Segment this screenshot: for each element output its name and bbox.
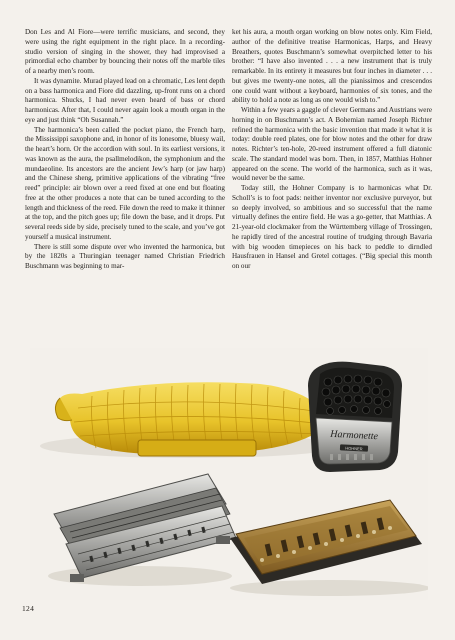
right-text-column (232, 28, 432, 272)
stacked-chrome-harmonicas (48, 474, 236, 586)
hohner-badge: HOHNER (345, 445, 363, 452)
paragraph: It was dynamite. Murad played lead on a chromatic, Les lent depth on a bass harmonica and Fiore did dazzling, up-front runs on a chord harmonica. Shucks, I had never even heard of bass or chord harmonicas. After that, I could never again look a mouth organ in the eye and just think “Oh Susannah.” (25, 76, 225, 124)
paragraph: Within a few years a gaggle of clever Germans and Austrians were horning in on Buschmann’s act. A Bohemian named Joseph Richter refined the harmonica with the basic invention that made it what it is today: double reed plates, one for blow notes and the other for draw notes. Richter’s ten-hole, 20-reed instrument offered a full diatonic scale. The standard model was born. Then, in 1857, Matthias Hohner appeared on the scene. The world of the harmonica, such as it was, would never be the same. (232, 106, 432, 183)
harmonette-lettering: Harmonette (329, 428, 379, 443)
left-text-column (25, 28, 225, 272)
harmonica-collection-photo (30, 348, 428, 600)
paragraph: There is still some dispute over who invented the harmonica, but by the 1820s a Thuringian teenager named Christian Friedrich Buschmann was beginning to mar- (25, 242, 225, 270)
harmonica-collection-illustration (30, 348, 428, 600)
paragraph: Today still, the Hohner Company is to harmonicas what Dr. Scholl’s is to foot pads: neither inventor nor exclusive purveyor, but so deeply involved, so ambitious and so successful that the name virtually defines the entire field. He was a go-getter, that Matthias. A 21-year-old clockmaker from the Württemberg village of Trossingen, he rapidly tired of the ancestral routine of trudging through Bavaria with big wooden timepieces on his back to peddle to dirndled Hausfrauen in Hansel and Gretel cottages. (“Big special this month on our (232, 184, 432, 270)
harmonette-harmonica (308, 362, 402, 472)
paragraph: The harmonica’s been called the pocket piano, the French harp, the Mississippi saxophone and, in honor of its lonesome, bluesy wail, the heart’s horn. Or the accordion with soul. In its earliest versions, it was known as the aura, the psallmelodikon, the symphonium and the mundaeoline. Its ancestors are the ancient Jew’s harp (or jaw harp) and the Chinese sheng, primitive applications of the vibrating “free reed” principle: air blown over a reed fixed at one end but floating free at the other produces a note that can be tuned according to the length and thickness of the reed. File down the reed to make it thinner at the top, and the pitch goes up; file down the base, and it drops. Put several reeds side by side, precisely tuned to the scale, and you’ve got yourself a musical instrument. (25, 125, 225, 241)
bronze-harmonica (230, 500, 428, 596)
paragraph: ket his aura, a mouth organ working on blow notes only. Kim Field, author of the definitive treatise Harmonicas, Harps, and Heavy Breathers, quotes Buschmann’s somewhat overpitched letter to his brother: “I have also invented . . . a new instrument that is truly remarkable. In its entirety it measures but four inches in diameter . . . but gives me twenty-one notes, all the pianissimos and crescendos one could want without a keyboard, harmonies of six tones, and the ability to hold a note as long as one would wish to.” (232, 28, 432, 105)
paragraph: Don Les and Al Fiore—were terrific musicians, and second, they were using the right equipment in the right place. In a recording-studio version of singing in the shower, they had improvised a primordial echo chamber by bouncing their notes off the marble tiles of a nearby men’s room. (25, 28, 225, 75)
page-number: 124 (22, 604, 35, 613)
corn-harmonica (40, 382, 340, 458)
